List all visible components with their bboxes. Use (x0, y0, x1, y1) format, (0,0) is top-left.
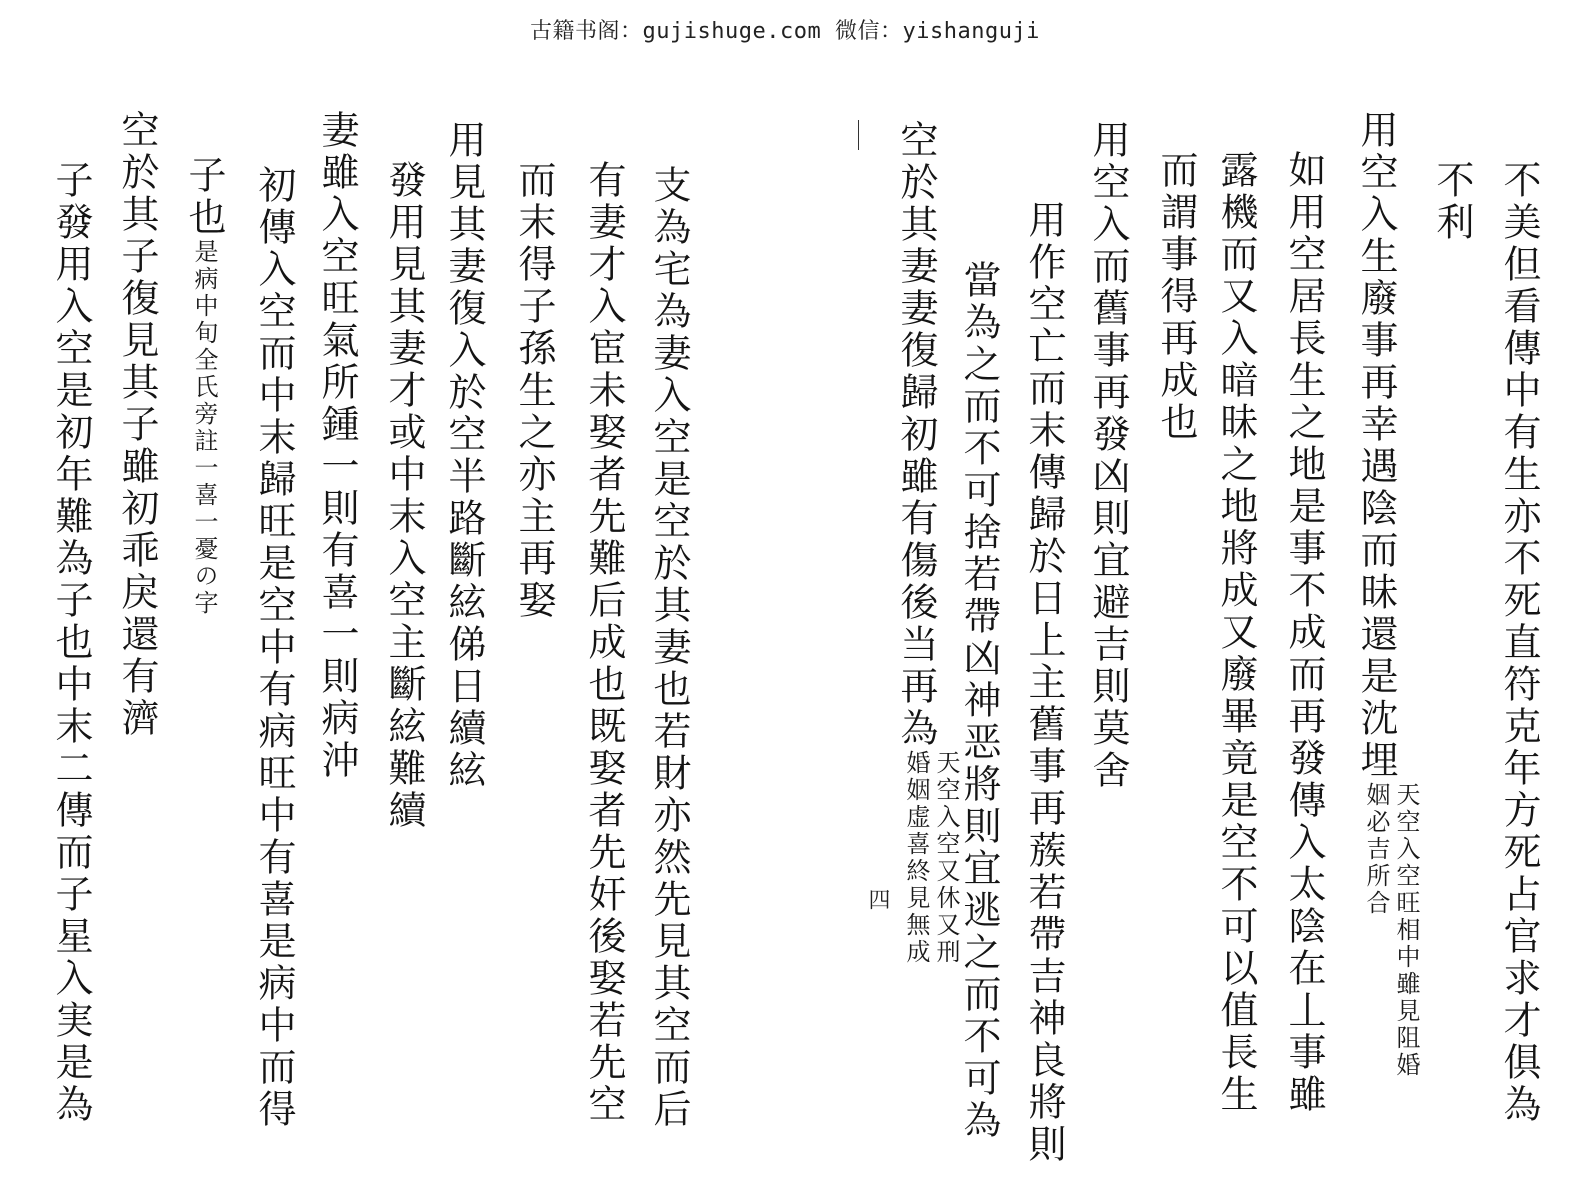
text-column-r7: 用空入而舊事再發凶則宜避吉則莫舍 (1086, 120, 1130, 792)
interlinear-note: 天空入空旺相中雖見阻婚姻必吉所合 (1362, 782, 1420, 1079)
text-column-l9: 空於其子復見其子雖初乖戾還有濟 (115, 110, 159, 740)
text-column-r4: 如用空居長生之地是事不成而再發傳入太陰在丄事雖 (1282, 150, 1326, 1116)
text-column-l6: 妻雖入空旺氣所鍾一則有喜一則病沖 (315, 110, 359, 782)
right-page (785, 0, 1570, 1192)
text-column-l2: 有妻才入宦未娶者先難后成也既娶者先奸後娶若先空 (582, 160, 626, 1126)
text-column-r10 (894, 120, 961, 980)
interlinear-note: 是病中旬全氏旁註一喜一憂の字 (190, 239, 218, 617)
text-column-r5: 露機而又入暗昧之地將成又廢畢竟是空不可以值長生 (1214, 150, 1258, 1116)
text-column-l7: 初傳入空而中末歸旺是空中有病旺中有喜是病中而得 (252, 165, 296, 1131)
column-main-text: 子也 (182, 155, 226, 239)
interlinear-note: 天空入空又休又刑婚姻虚喜終見無成 (902, 750, 960, 966)
text-column-l8 (182, 155, 226, 799)
text-column-r8: 用作空亡而末傳歸於日上主舊事再蔟若帶吉神良將則 (1022, 200, 1066, 1166)
text-column-r2: 不利 (1430, 160, 1474, 244)
text-column-r9: 當為之而不可捨若帶凶神恶將則宜逃之而不可為 (957, 260, 1001, 1142)
text-column-r6: 而謂事得再成也 (1154, 150, 1198, 444)
text-column-l3: 而末得子孫生之亦主再娶 (512, 160, 556, 622)
column-main-text: 用空入生廢事再幸遇陰而昧還是沈埋 (1354, 110, 1398, 782)
margin-rule (858, 120, 859, 150)
page-number: 四 (865, 888, 890, 910)
text-column-l4: 用見其妻復入於空半路斷絃俤日續絃 (442, 120, 486, 792)
text-column-r3 (1354, 110, 1421, 1082)
column-main-text: 空於其妻妻復歸初雖有傷後当再為 (894, 120, 938, 750)
text-column-l10: 子發用入空是初年難為子也中末二傳而子星入実是為 (49, 160, 93, 1126)
site-watermark-header: 古籍书阁：gujishuge.com 微信：yishanguji (530, 19, 1040, 44)
text-column-r1: 不美但看傳中有生亦不死直符克年方死占官求才俱為 (1497, 160, 1541, 1126)
text-column-l5: 發用見其妻才或中末入空主斷絃難續 (382, 160, 426, 832)
text-column-l1: 支為宅為妻入空是空於其妻也若財亦然先見其空而后 (647, 165, 691, 1131)
